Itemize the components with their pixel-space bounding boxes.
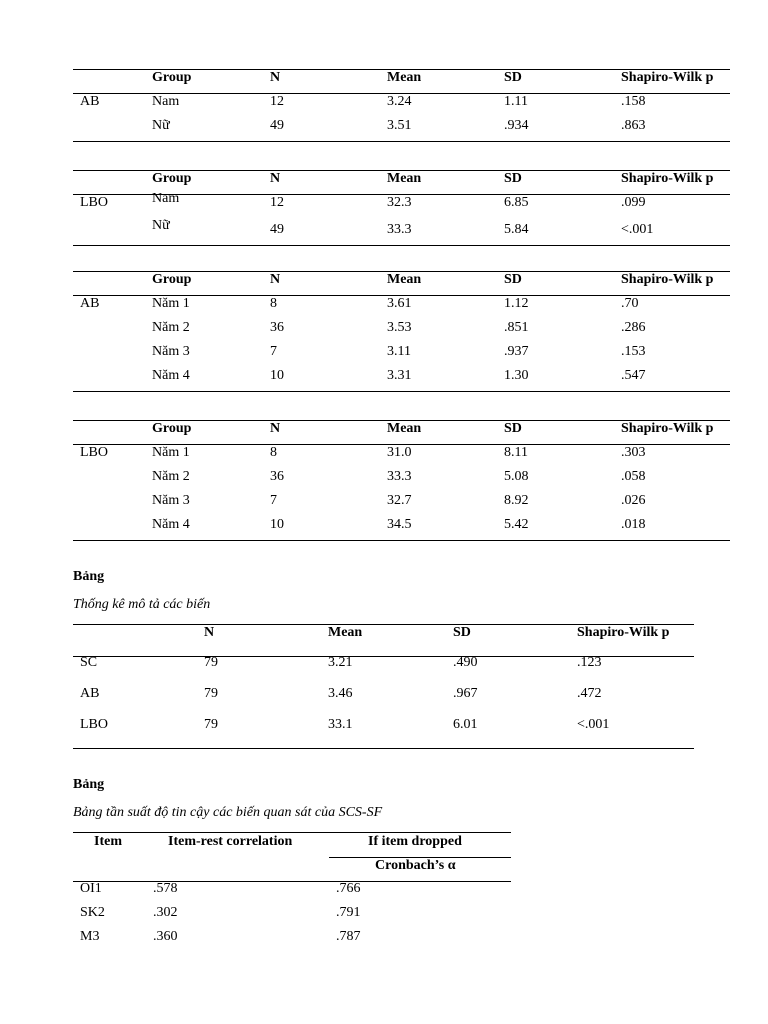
- table-cell: 3.11: [387, 344, 411, 359]
- table-cell: 5.42: [504, 517, 529, 532]
- column-header: Shapiro-Wilk p: [621, 421, 714, 436]
- table-label: Bảng: [73, 569, 105, 584]
- table-cell: 79: [204, 717, 218, 732]
- table-cell: 79: [204, 686, 218, 701]
- table-cell: .360: [153, 929, 178, 944]
- table-cell: .967: [453, 686, 478, 701]
- table-bottom-rule: [73, 540, 730, 541]
- column-header: Shapiro-Wilk p: [621, 70, 714, 85]
- table-cell: .70: [621, 296, 639, 311]
- table-cell: 79: [204, 655, 218, 670]
- table-cell: 33.3: [387, 222, 412, 237]
- table-cell: Nữ: [152, 118, 170, 133]
- table-cell: 10: [270, 368, 284, 383]
- table-cell: .026: [621, 493, 646, 508]
- table-cell: .058: [621, 469, 646, 484]
- table-cell: 3.46: [328, 686, 353, 701]
- table-cell: .490: [453, 655, 478, 670]
- table-cell: 33.1: [328, 717, 353, 732]
- row-variable-label: LBO: [80, 717, 108, 732]
- table-cell: .286: [621, 320, 646, 335]
- table-cell: 8: [270, 296, 277, 311]
- table-cell: .472: [577, 686, 602, 701]
- table-cell: 7: [270, 493, 277, 508]
- table-cell: .937: [504, 344, 529, 359]
- column-header: SD: [504, 70, 522, 85]
- table-cell: Năm 4: [152, 517, 190, 532]
- column-header: Mean: [387, 272, 422, 287]
- table-cell: .791: [336, 905, 361, 920]
- table-cell: 8: [270, 445, 277, 460]
- column-header: Item: [94, 834, 122, 849]
- table-cell: 34.5: [387, 517, 412, 532]
- column-header: Mean: [387, 70, 422, 85]
- table-cell: Nữ: [152, 218, 170, 233]
- table-row-item: M3: [80, 929, 100, 944]
- row-variable-label: SC: [80, 655, 98, 670]
- table-cell: Năm 4: [152, 368, 190, 383]
- column-header: If item dropped: [368, 834, 462, 849]
- table-row-item: OI1: [80, 881, 102, 896]
- column-header: N: [270, 171, 281, 186]
- column-header: Group: [152, 171, 192, 186]
- table-cell: 5.84: [504, 222, 529, 237]
- table-cell: 49: [270, 222, 284, 237]
- table-cell: Nam: [152, 94, 180, 109]
- table-cell: .303: [621, 445, 646, 460]
- table-cell: .787: [336, 929, 361, 944]
- column-header: N: [270, 70, 281, 85]
- table-cell: .863: [621, 118, 646, 133]
- table-cell: 3.31: [387, 368, 412, 383]
- table-cell: 1.11: [504, 94, 528, 109]
- row-variable-label: LBO: [80, 445, 108, 460]
- table-cell: Năm 2: [152, 469, 190, 484]
- table-cell: .302: [153, 905, 178, 920]
- column-header: SD: [504, 272, 522, 287]
- table-cell: <.001: [621, 222, 654, 237]
- table-cell: 49: [270, 118, 284, 133]
- table-cell: .153: [621, 344, 646, 359]
- table-bottom-rule: [73, 141, 730, 142]
- table-cell: 5.08: [504, 469, 529, 484]
- column-header: Shapiro-Wilk p: [621, 272, 714, 287]
- table-cell: 7: [270, 344, 277, 359]
- table-cell: Năm 3: [152, 344, 190, 359]
- table-header-rule: [73, 881, 511, 882]
- table-title: Bảng tần suất độ tin cậy các biến quan sát của SCS-SF: [73, 805, 383, 820]
- table-label: Bảng: [73, 777, 105, 792]
- table-cell: 10: [270, 517, 284, 532]
- column-header: N: [270, 272, 281, 287]
- table-cell: 33.3: [387, 469, 412, 484]
- column-header: Mean: [328, 625, 363, 640]
- table-cell: Năm 1: [152, 445, 190, 460]
- table-cell: 36: [270, 469, 284, 484]
- column-header: Group: [152, 421, 192, 436]
- row-variable-label: AB: [80, 94, 100, 109]
- table-cell: 12: [270, 195, 284, 210]
- column-header: SD: [504, 421, 522, 436]
- table-bottom-rule: [73, 245, 730, 246]
- table-cell: 8.11: [504, 445, 528, 460]
- row-variable-label: LBO: [80, 195, 108, 210]
- table-cell: 6.85: [504, 195, 529, 210]
- row-variable-label: AB: [80, 686, 100, 701]
- table-cell: 6.01: [453, 717, 478, 732]
- table-cell: Năm 2: [152, 320, 190, 335]
- column-header: Cronbach’s α: [375, 858, 456, 873]
- table-cell: .934: [504, 118, 529, 133]
- column-header: Group: [152, 70, 192, 85]
- table-cell: 32.3: [387, 195, 412, 210]
- column-header: Mean: [387, 421, 422, 436]
- column-header: N: [270, 421, 281, 436]
- table-cell: 3.53: [387, 320, 412, 335]
- table-cell: 3.51: [387, 118, 412, 133]
- column-header: SD: [453, 625, 471, 640]
- table-cell: 36: [270, 320, 284, 335]
- table-cell: .123: [577, 655, 602, 670]
- table-cell: 8.92: [504, 493, 529, 508]
- table-cell: Năm 3: [152, 493, 190, 508]
- table-cell: .578: [153, 881, 178, 896]
- table-cell: 3.24: [387, 94, 412, 109]
- column-header: Group: [152, 272, 192, 287]
- table-bottom-rule: [73, 748, 694, 749]
- table-cell: <.001: [577, 717, 610, 732]
- table-cell: 1.12: [504, 296, 529, 311]
- table-cell: .158: [621, 94, 646, 109]
- column-header: Shapiro-Wilk p: [577, 625, 670, 640]
- row-variable-label: AB: [80, 296, 100, 311]
- column-header: N: [204, 625, 215, 640]
- table-cell: Nam: [152, 191, 180, 206]
- column-header: SD: [504, 171, 522, 186]
- table-cell: 3.61: [387, 296, 412, 311]
- column-header: Item-rest correlation: [168, 834, 293, 849]
- table-row-item: SK2: [80, 905, 105, 920]
- table-title: Thống kê mô tả các biến: [73, 597, 211, 612]
- table-cell: .851: [504, 320, 529, 335]
- table-cell: Năm 1: [152, 296, 190, 311]
- column-header: Mean: [387, 171, 422, 186]
- table-cell: 3.21: [328, 655, 353, 670]
- table-cell: 31.0: [387, 445, 412, 460]
- table-cell: 1.30: [504, 368, 529, 383]
- table-cell: 32.7: [387, 493, 412, 508]
- table-cell: .766: [336, 881, 361, 896]
- column-header: Shapiro-Wilk p: [621, 171, 714, 186]
- table-top-rule: [73, 832, 511, 833]
- table-cell: .099: [621, 195, 646, 210]
- table-bottom-rule: [73, 391, 730, 392]
- table-cell: 12: [270, 94, 284, 109]
- table-cell: .018: [621, 517, 646, 532]
- table-cell: .547: [621, 368, 646, 383]
